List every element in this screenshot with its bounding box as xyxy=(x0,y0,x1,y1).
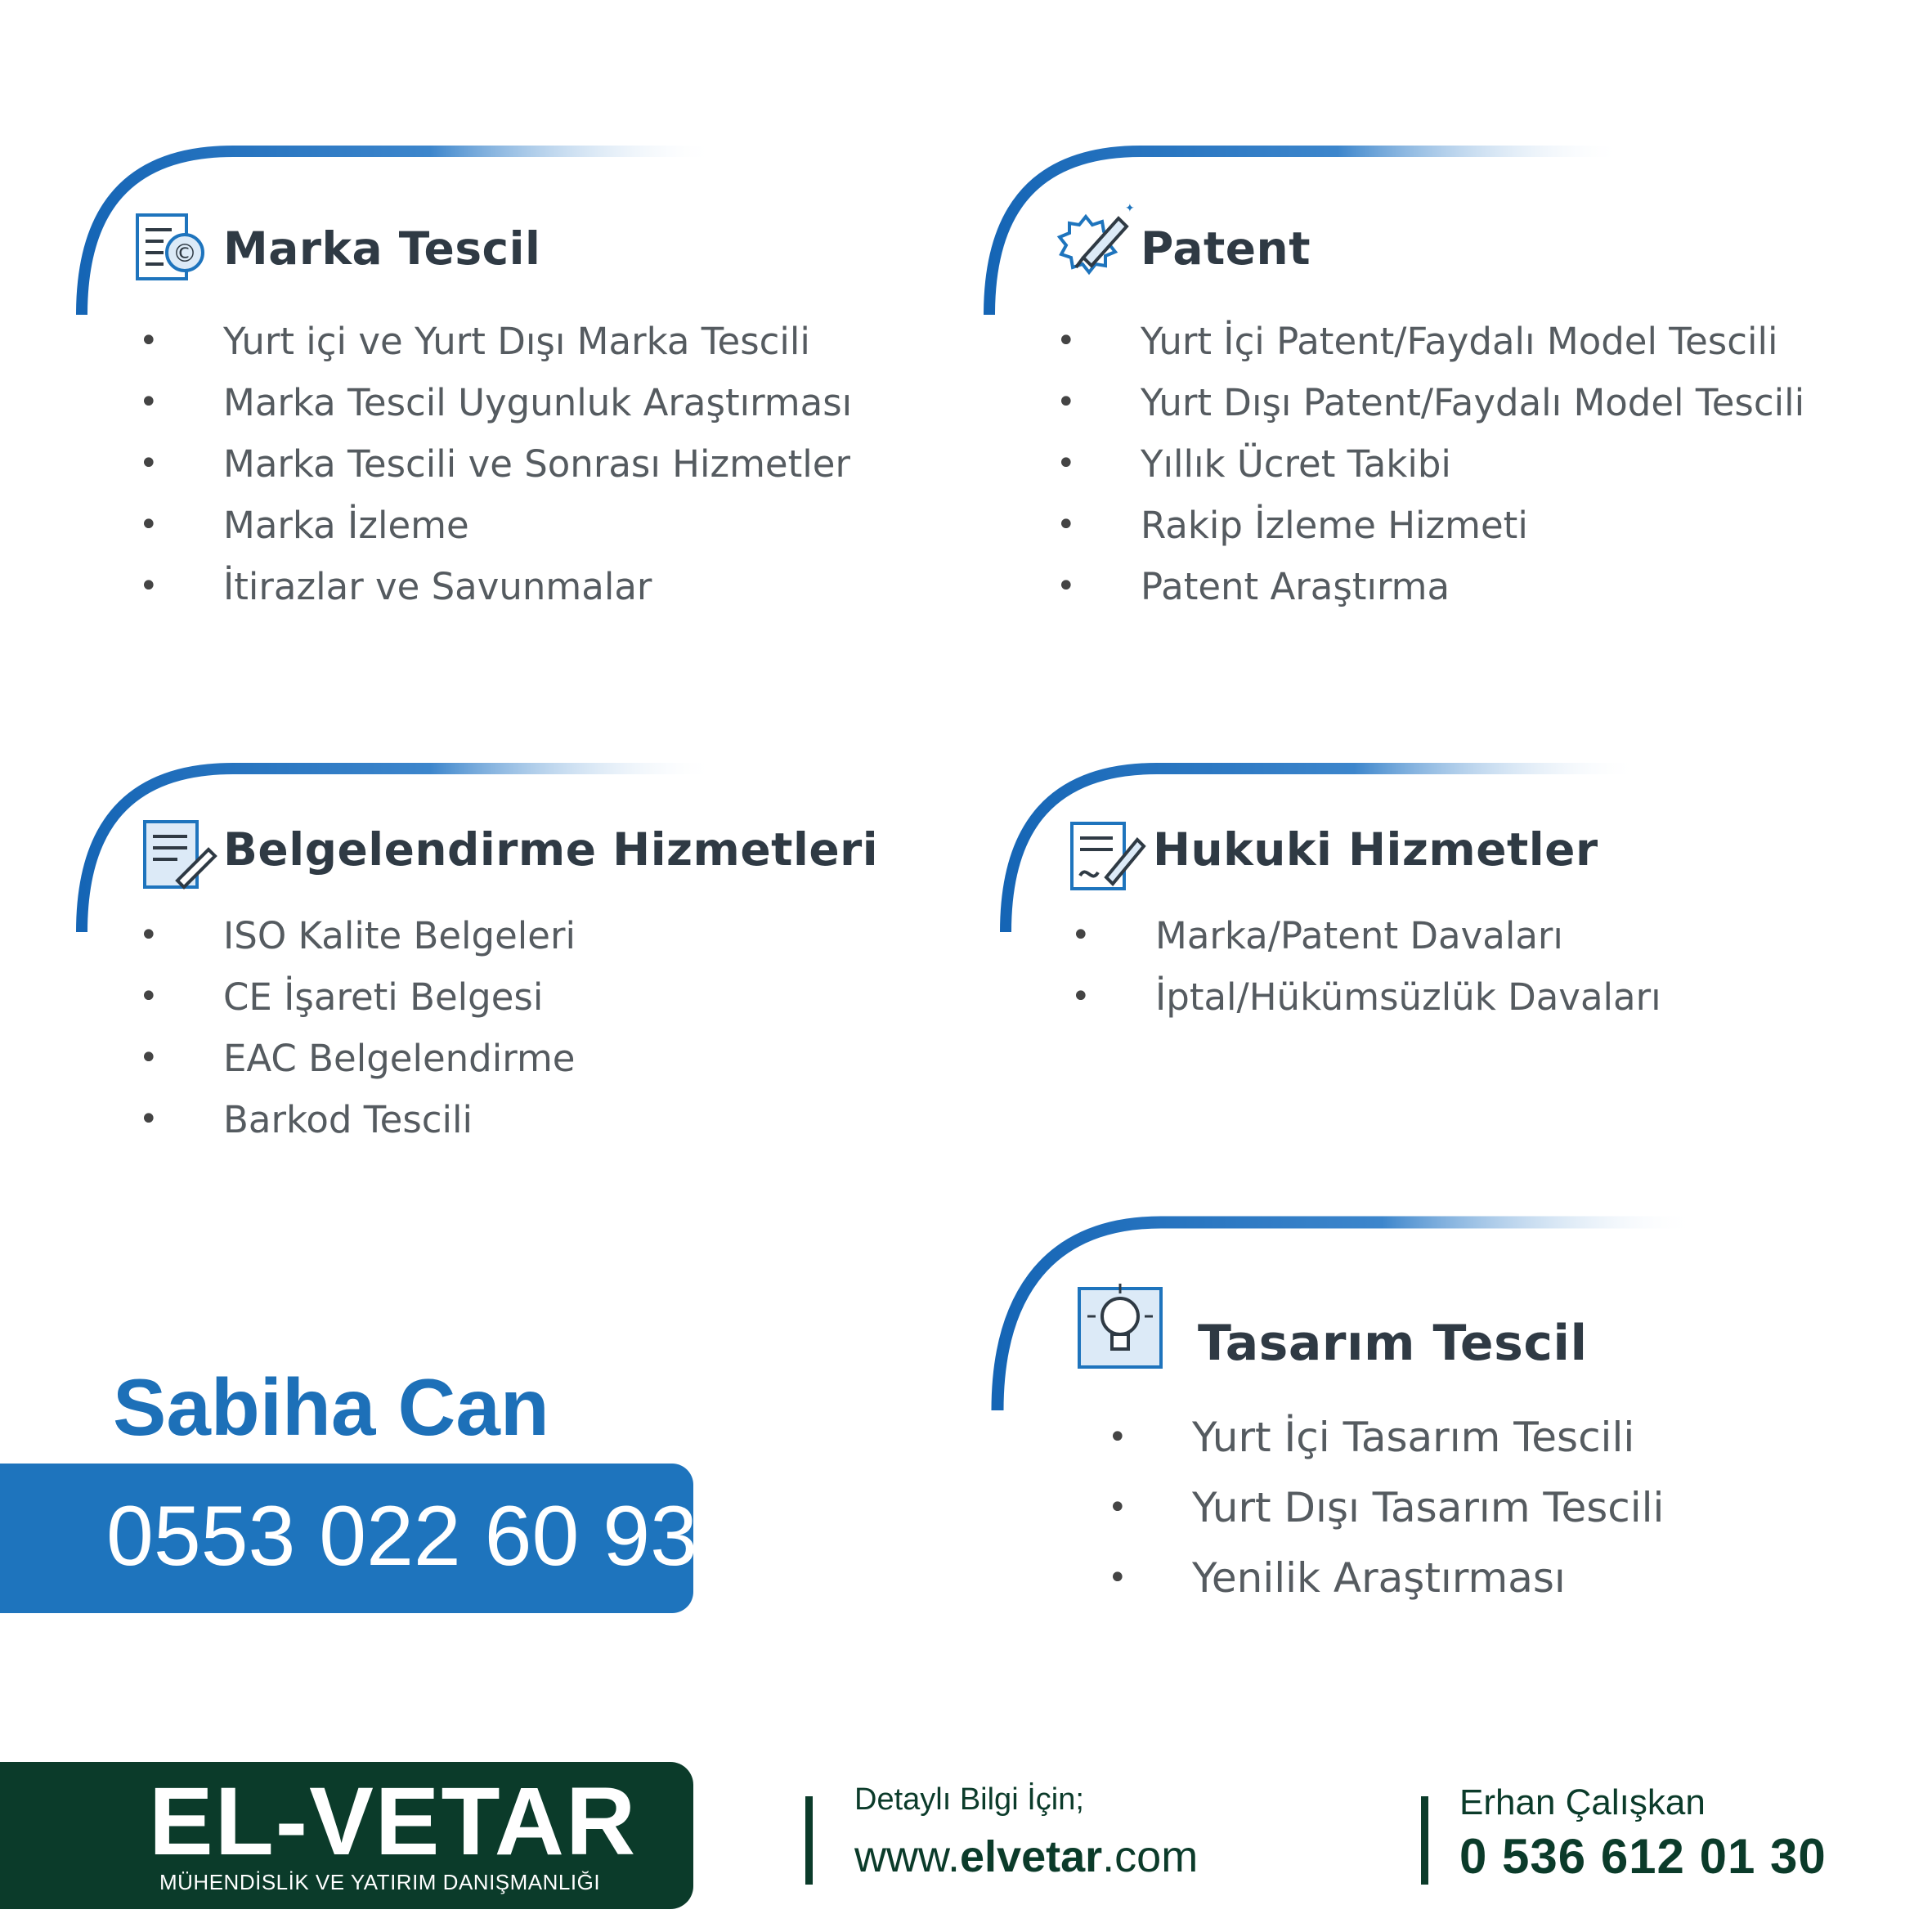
list-item: • Marka Tescil Uygunluk Araştırması xyxy=(223,372,852,433)
trademark-document-icon xyxy=(131,208,213,290)
bullet-icon: • xyxy=(1056,322,1076,360)
service-card-hukuki xyxy=(1002,764,1901,1051)
list-item: • İtirazlar ve Savunmalar xyxy=(223,556,852,617)
representative-phone[interactable]: 0 536 612 01 30 xyxy=(1459,1829,1827,1884)
list-item: • İptal/Hükümsüzlük Davaları xyxy=(1155,966,1661,1028)
bullet-icon: • xyxy=(139,978,159,1015)
list-item: • Yurt Dışı Patent/Faydalı Model Tescili xyxy=(1141,372,1804,433)
website-link[interactable] xyxy=(854,1831,1198,1882)
signed-contract-icon xyxy=(1065,815,1147,897)
bullet-icon: • xyxy=(1056,506,1076,544)
lightbulb-blueprint-icon xyxy=(1071,1277,1171,1377)
list-item: • Yurt İçi Tasarım Tescili xyxy=(1192,1402,1664,1473)
list-item: • CE İşareti Belgesi xyxy=(223,966,576,1028)
divider xyxy=(1421,1796,1428,1885)
website-brand: elvetar xyxy=(960,1832,1103,1881)
card-title: Hukuki Hizmetler xyxy=(1153,823,1598,876)
list-item: • Yıllık Ücret Takibi xyxy=(1141,433,1804,495)
card-title: Tasarım Tescil xyxy=(1198,1315,1588,1372)
info-label: Detaylı Bilgi İçin; xyxy=(854,1782,1084,1817)
card-title: Belgelendirme Hizmetleri xyxy=(223,823,879,876)
divider xyxy=(805,1796,813,1885)
bullet-icon: • xyxy=(1071,917,1091,954)
contact-phone[interactable]: 0553 022 60 93 xyxy=(106,1489,697,1584)
list-item: • Yurt Dışı Tasarım Tescili xyxy=(1192,1473,1664,1543)
list-item: • Yurt İçi Patent/Faydalı Model Tescili xyxy=(1141,311,1804,372)
representative-name: Erhan Çalışkan xyxy=(1459,1782,1706,1822)
list-item: • Marka İzleme xyxy=(223,495,852,556)
bullet-icon: • xyxy=(1108,1489,1127,1526)
bullet-icon: • xyxy=(1056,383,1076,421)
bullet-icon: • xyxy=(1071,978,1091,1015)
card-title: Patent xyxy=(1141,222,1311,275)
svg-text:©: © xyxy=(173,240,197,268)
svg-text:✦: ✦ xyxy=(1125,202,1135,215)
list-item: • Patent Araştırma xyxy=(1141,556,1804,617)
service-list xyxy=(139,905,576,1150)
bullet-icon: • xyxy=(139,322,159,360)
bullet-icon: • xyxy=(139,1100,159,1138)
list-item: • ISO Kalite Belgeleri xyxy=(223,905,576,966)
list-item: • Barkod Tescili xyxy=(223,1089,576,1150)
service-card-patent xyxy=(985,147,1925,638)
list-item: • Yurt içi ve Yurt Dışı Marka Tescili xyxy=(223,311,852,372)
fountain-pen-badge-icon xyxy=(1047,200,1136,290)
service-card-tasarim xyxy=(993,1218,1893,1643)
service-list xyxy=(1056,311,1805,617)
website-suffix: .com xyxy=(1102,1832,1199,1881)
bullet-icon: • xyxy=(139,506,159,544)
logo-tagline: MÜHENDİSLİK VE YATIRIM DANIŞMANLIĞI xyxy=(159,1870,601,1894)
bullet-icon: • xyxy=(139,917,159,954)
contact-phone-bar xyxy=(0,1464,697,1613)
list-item: • Rakip İzleme Hizmeti xyxy=(1141,495,1804,556)
list-item: • Marka/Patent Davaları xyxy=(1155,905,1661,966)
list-item: • Marka Tescili ve Sonrası Hizmetler xyxy=(223,433,852,495)
service-card-marka xyxy=(78,147,895,638)
bullet-icon: • xyxy=(1056,445,1076,482)
bullet-icon: • xyxy=(139,567,159,605)
logo-wordmark: EL-VETAR xyxy=(149,1768,638,1876)
brand-logo xyxy=(0,1762,693,1909)
list-item: • Yenilik Araştırması xyxy=(1192,1543,1664,1613)
list-item: • EAC Belgelendirme xyxy=(223,1028,576,1089)
website-prefix: www. xyxy=(854,1832,961,1881)
bullet-icon: • xyxy=(139,383,159,421)
bullet-icon: • xyxy=(1056,567,1076,605)
service-list xyxy=(1071,905,1661,1028)
bullet-icon: • xyxy=(1108,1559,1127,1597)
bullet-icon: • xyxy=(1108,1419,1127,1456)
bullet-icon: • xyxy=(139,1039,159,1077)
certificate-document-icon xyxy=(137,814,218,895)
service-list xyxy=(139,311,853,617)
service-card-belgelendirme xyxy=(78,764,895,1173)
service-list xyxy=(1108,1402,1665,1613)
bullet-icon: • xyxy=(139,445,159,482)
contact-name: Sabiha Can xyxy=(113,1362,549,1452)
card-title: Marka Tescil xyxy=(223,222,541,275)
